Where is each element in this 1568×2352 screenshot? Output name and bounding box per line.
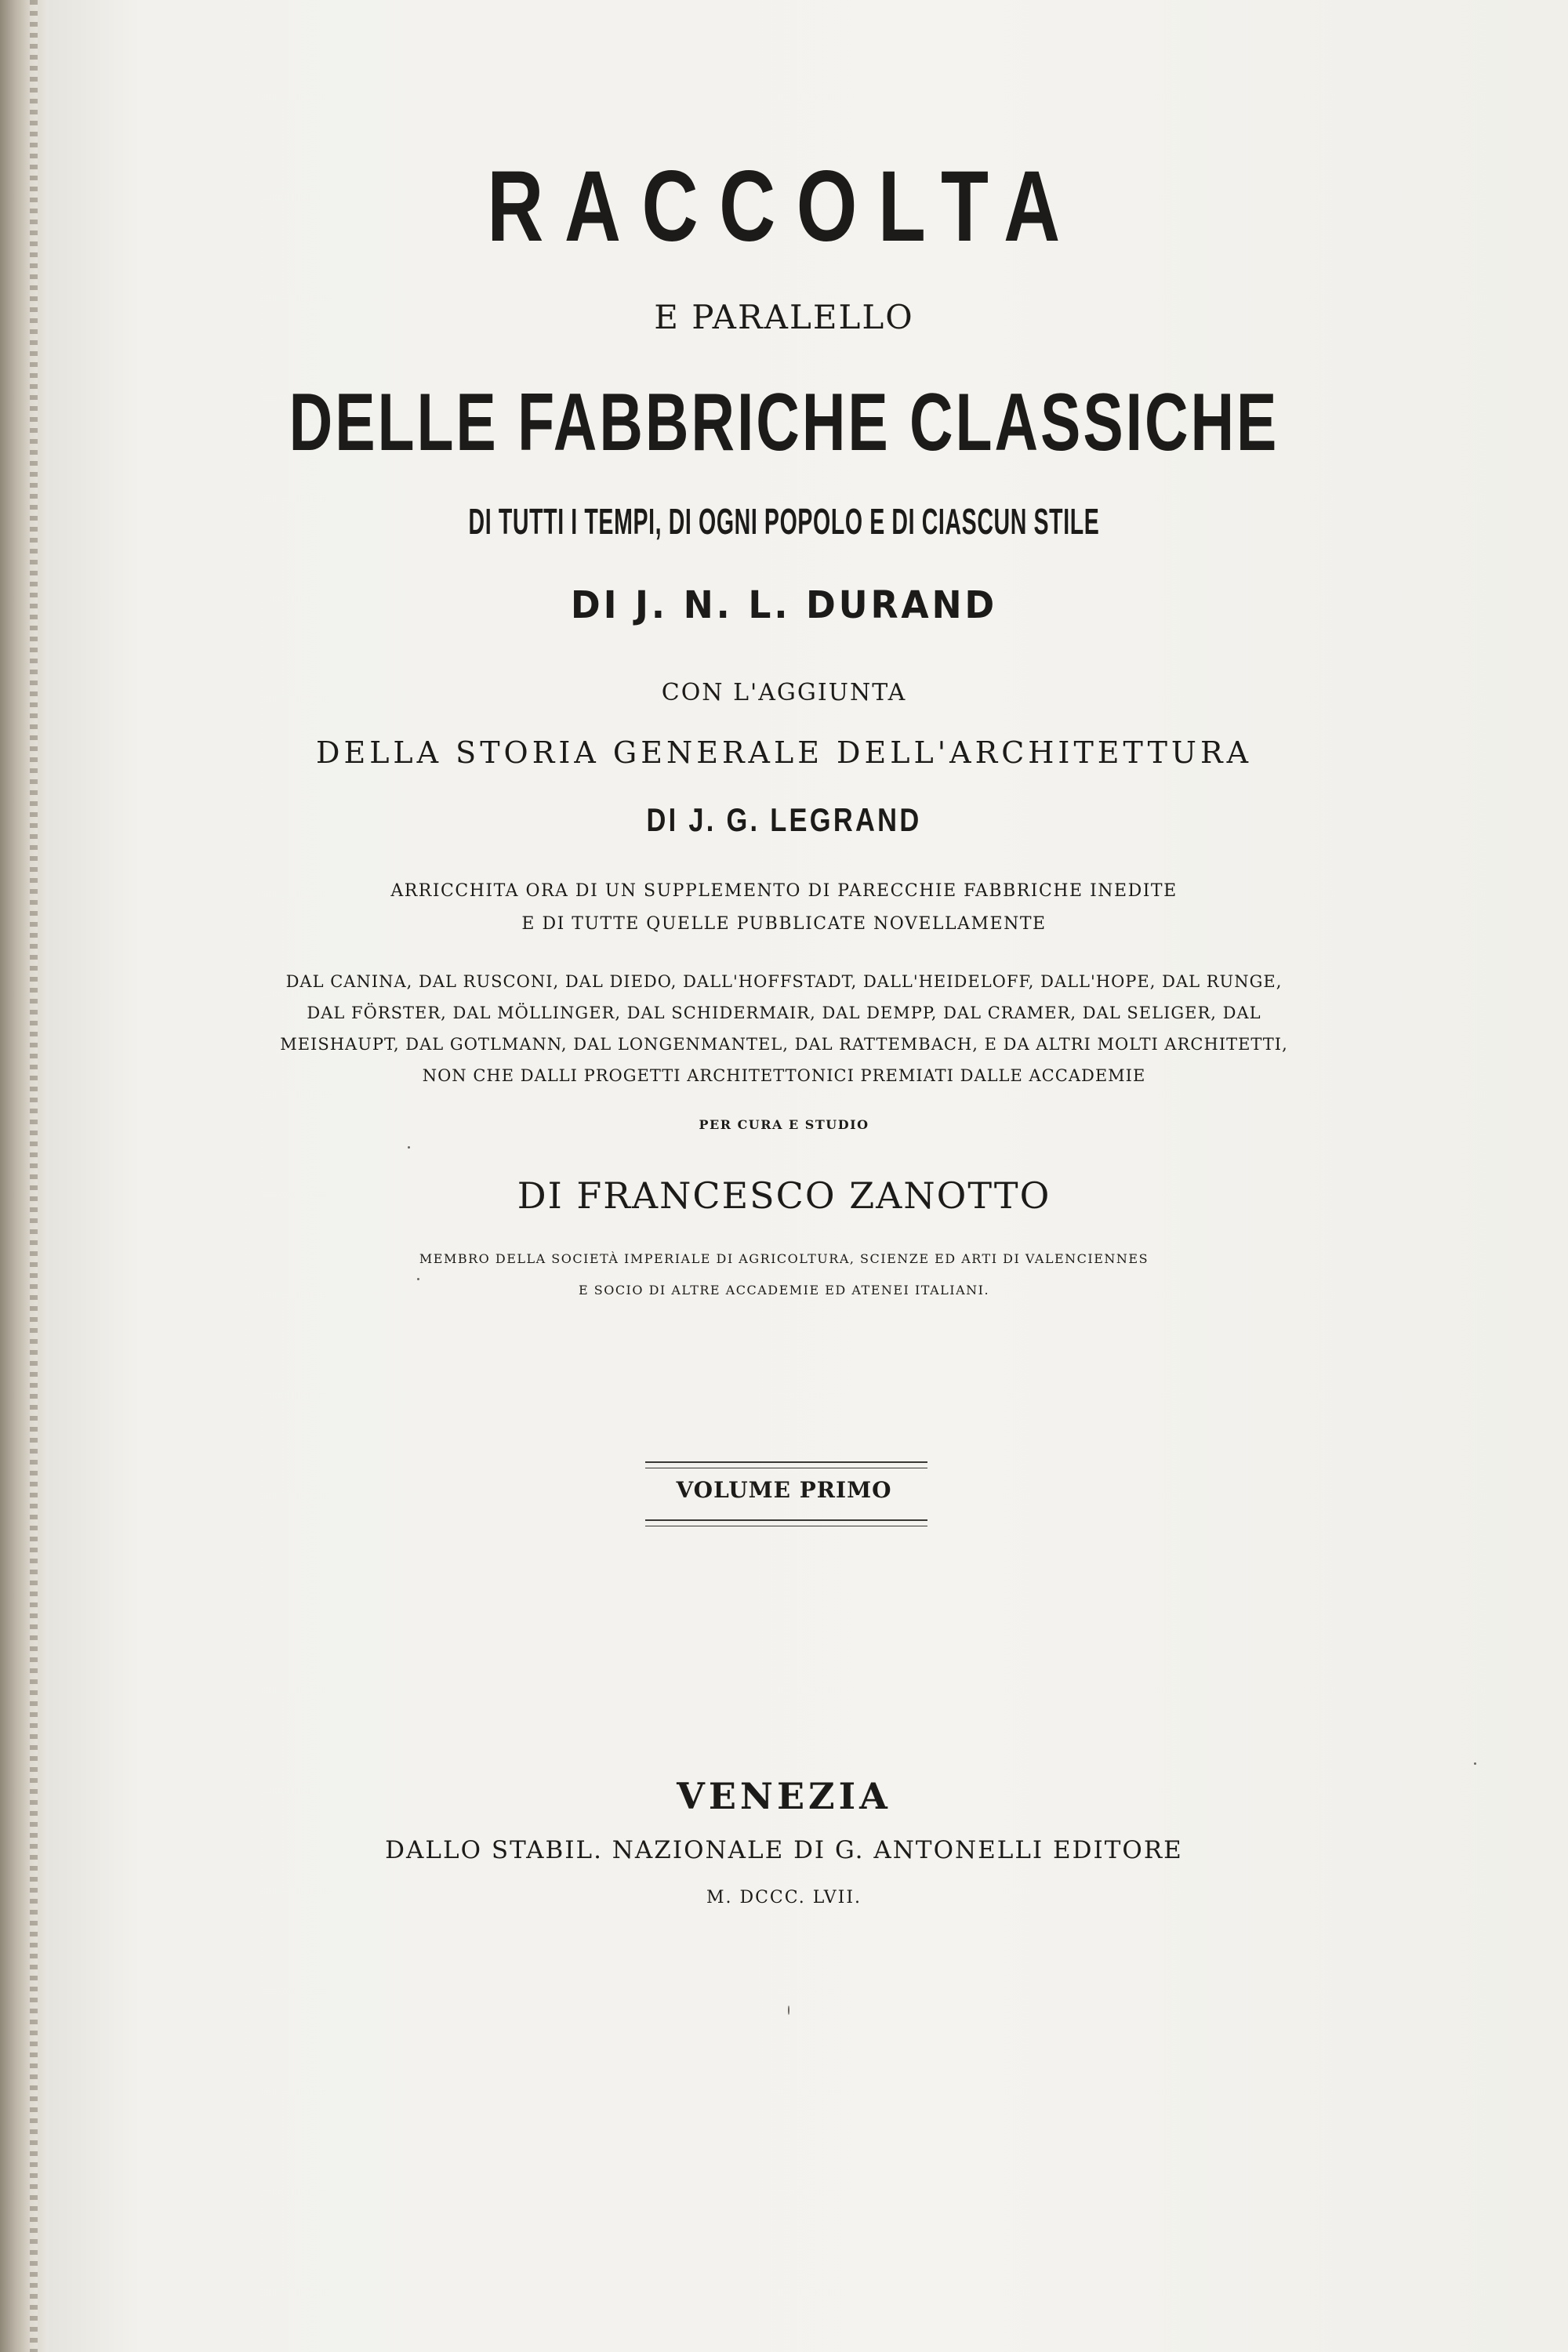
volume-label: VOLUME PRIMO: [676, 1477, 892, 1503]
subtitle-fabbriche: DELLE FABBRICHE CLASSICHE: [289, 377, 1279, 468]
imprint-year: M. DCCC. LVII.: [706, 1888, 862, 1907]
imprint-city: VENEZIA: [677, 1775, 891, 1817]
volume-rule-bottom: [645, 1519, 927, 1526]
imprint-publisher: DALLO STABIL. NAZIONALE DI G. ANTONELLI EDITORE: [385, 1836, 1183, 1864]
history-line: DELLA STORIA GENERALE DELL'ARCHITETTURA: [315, 735, 1253, 770]
contributors-line: MEISHAUPT, DAL GOTLMANN, DAL LONGENMANTEL, DAL RATTEMBACH, E DA ALTRI MOLTI ARCHITETTI,: [280, 1035, 1288, 1054]
subtitle-tempi: DI TUTTI I TEMPI, DI OGNI POPOLO E DI CIASCUN STILE: [468, 501, 1100, 542]
supplement-line: ARRICCHITA ORA DI UN SUPPLEMENTO DI PARECCHIE FABBRICHE INEDITE: [390, 881, 1178, 901]
paper-speck: [408, 1146, 410, 1149]
supplement-line: E DI TUTTE QUELLE PUBBLICATE NOVELLAMENTE: [521, 914, 1047, 934]
contributors-line: DAL FÖRSTER, DAL MÖLLINGER, DAL SCHIDERMAIR, DAL DEMPP, DAL CRAMER, DAL SELIGER, DAL: [307, 1004, 1261, 1022]
contributors-line: NON CHE DALLI PROGETTI ARCHITETTONICI PREMIATI DALLE ACCADEMIE: [422, 1066, 1146, 1085]
title: RACCOLTA: [487, 151, 1081, 263]
paper-speck: [417, 1278, 419, 1280]
care-and-study-line: PER CURA E STUDIO: [699, 1117, 869, 1132]
paper-speck: [788, 2005, 789, 2015]
volume-rule-top: [645, 1461, 927, 1468]
addition-line: CON L'AGGIUNTA: [661, 679, 907, 706]
contributors-line: DAL CANINA, DAL RUSCONI, DAL DIEDO, DALL'HOFFSTADT, DALL'HEIDELOFF, DALL'HOPE, DAL RUNGE,: [285, 972, 1283, 991]
editor-affiliation-line: MEMBRO DELLA SOCIETÀ IMPERIALE DI AGRICOLTURA, SCIENZE ED ARTI DI VALENCIENNES: [419, 1251, 1149, 1266]
subtitle-paralello: E PARALELLO: [654, 298, 914, 336]
author-legrand: DI J. G. LEGRAND: [646, 801, 922, 838]
editor-zanotto: DI FRANCESCO ZANOTTO: [517, 1174, 1051, 1217]
paper-speck: [1474, 1762, 1476, 1765]
editor-affiliation-line: E SOCIO DI ALTRE ACCADEMIE ED ATENEI ITALIANI.: [578, 1283, 990, 1298]
author-durand: DI J. N. L. DURAND: [570, 583, 998, 627]
